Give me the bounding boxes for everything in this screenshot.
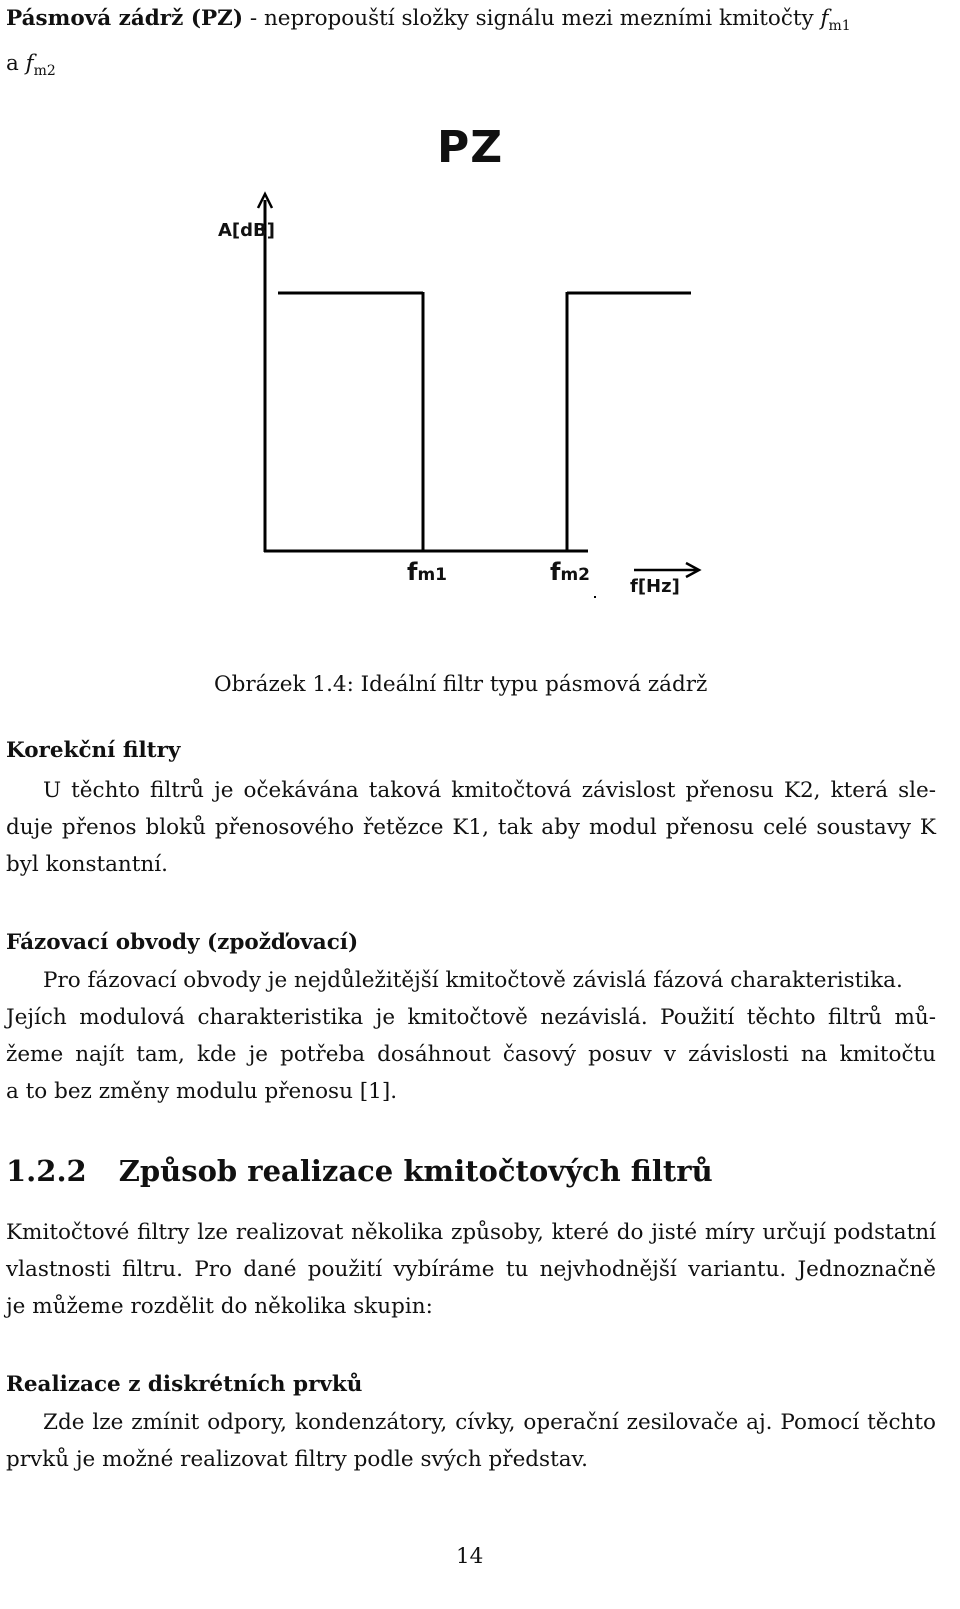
paragraph-diskretni: [6, 1404, 936, 1478]
fm1-label: [407, 558, 447, 586]
paragraph-fazovaci: [6, 962, 936, 1110]
zpusob-line-2: vlastnosti filtru. Pro dané použití vybíráme tu nejvhodnější variantu. Jednoznačně: [6, 1257, 936, 1282]
intro-line-2: [6, 45, 936, 90]
fazovaci-line-4: a to bez změny modulu přenosu [1].: [6, 1079, 398, 1104]
fazovaci-line-2: Jejích modulová charakteristika je kmitočtově nezávislá. Použití těchto filtrů mů-: [6, 1005, 936, 1030]
fm2-label-sub: m2: [560, 565, 590, 585]
korekcni-line-3: byl konstantní.: [6, 852, 168, 877]
zpusob-line-3: je můžeme rozdělit do několika skupin:: [6, 1294, 433, 1319]
korekcni-line-1: U těchto filtrů je očekávána taková kmitočtová závislost přenosu K2, která sle-: [43, 778, 936, 803]
paragraph-zpusob: [6, 1214, 936, 1325]
fm2-subscript: m2: [33, 63, 56, 79]
fm2-label: [550, 558, 590, 586]
diskretni-line-1: Zde lze zmínit odpory, kondenzátory, cívky, operační zesilovače aj. Pomocí těchto: [43, 1410, 936, 1435]
fazovaci-line-3: žeme najít tam, kde je potřeba dosáhnout časový posuv v závislosti na kmitočtu: [6, 1042, 936, 1067]
fm2-symbol: f: [25, 51, 34, 76]
heading-fazovaci: Fázovací obvody (zpožďovací): [6, 930, 359, 955]
stray-dot: [594, 596, 596, 598]
zpusob-line-1: Kmitočtové filtry lze realizovat několika způsoby, které do jisté míry určují podstatní: [6, 1220, 936, 1245]
fm1-label-f: f: [407, 558, 418, 586]
section-title: Způsob realizace kmitočtových filtrů: [118, 1154, 713, 1188]
figure-caption: Obrázek 1.4: Ideální filtr typu pásmová zádrž: [214, 672, 708, 697]
figure-title: PZ: [437, 122, 504, 173]
fm1-symbol: f: [820, 6, 829, 31]
paragraph-korekcni: [6, 772, 936, 883]
intro-text: - nepropouští složky signálu mezi mezními kmitočty: [243, 6, 821, 31]
heading-korekcni: Korekční filtry: [6, 738, 181, 763]
filter-chart: [0, 110, 960, 620]
x-axis-label: f[Hz]: [630, 576, 680, 597]
fazovaci-line-1: Pro fázovací obvody je nejdůležitější kmitočtově závislá fázová charakteristika.: [43, 968, 903, 993]
page-number: 14: [456, 1544, 484, 1569]
section-number: 1.2.2: [6, 1154, 87, 1188]
intro-line-1: [6, 0, 936, 45]
intro-and: a: [6, 51, 26, 76]
diskretni-line-2: prvků je možné realizovat filtry podle svých představ.: [6, 1447, 588, 1472]
heading-diskretni: Realizace z diskrétních prvků: [6, 1372, 363, 1397]
fm1-subscript: m1: [828, 18, 851, 34]
intro-paragraph: [6, 0, 936, 90]
y-axis-label: A[dB]: [218, 220, 275, 241]
intro-term: Pásmová zádrž (PZ): [6, 6, 244, 31]
figure: [0, 110, 960, 620]
fm2-label-f: f: [550, 558, 561, 586]
fm1-label-sub: m1: [417, 565, 447, 585]
section-heading-zpusob: [6, 1154, 713, 1188]
korekcni-line-2: duje přenos bloků přenosového řetězce K1, tak aby modul přenosu celé soustavy K: [6, 815, 936, 840]
